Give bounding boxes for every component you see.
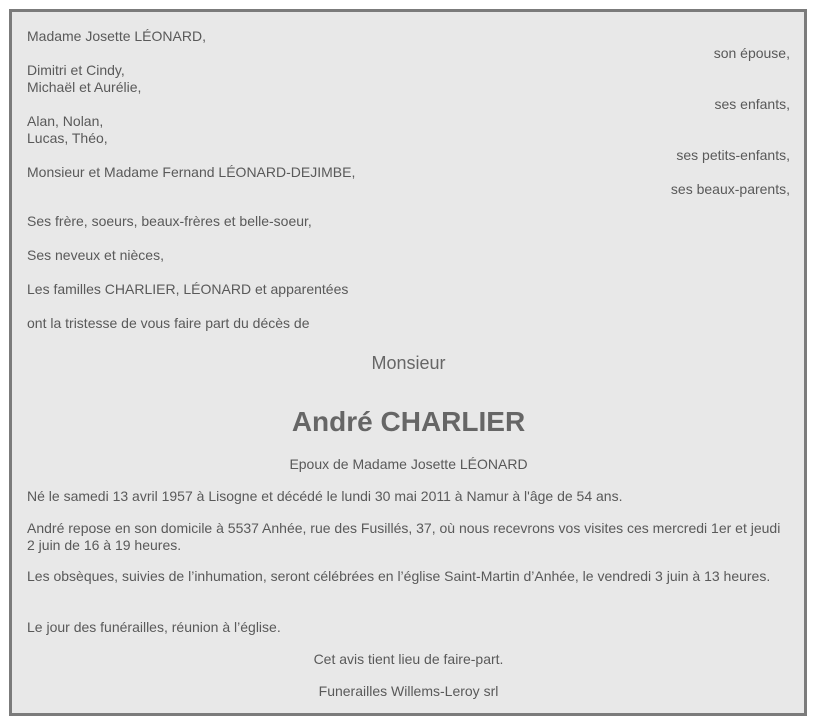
deceased-civility: Monsieur xyxy=(371,353,446,373)
siblings-line: Ses frère, soeurs, beaux-frères et belle-soeur, xyxy=(27,213,312,229)
grandchildren-names-1: Alan, Nolan, xyxy=(27,113,104,129)
deceased-name: André CHARLIER xyxy=(291,406,526,437)
meeting-paragraph: Le jour des funérailles, réunion à l’église. xyxy=(27,619,281,635)
nephews-line: Ses neveux et nièces, xyxy=(27,247,164,263)
children-names-2: Michaël et Aurélie, xyxy=(27,79,142,95)
spouse-of-line: Epoux de Madame Josette LÉONARD xyxy=(289,456,528,472)
children-role: ses enfants, xyxy=(714,96,790,112)
inlaws-role: ses beaux-parents, xyxy=(670,181,790,197)
announcement-frame xyxy=(9,9,807,716)
undertaker-line: Funerailles Willems-Leroy srl xyxy=(318,683,499,699)
funeral-paragraph: Les obsèques, suivies de l’inhumation, seront célébrées en l’église Saint-Martin d’Anhée, le vendredi 3 juin à 13 heures. xyxy=(27,568,771,584)
repose-paragraph: André repose en son domicile à 5537 Anhée, rue des Fusillés, 37, où nous recevrons vos visites ces mercredi 1er et jeudi 2 juin de 16 à 19 heures. xyxy=(27,520,781,553)
inlaws-names: Monsieur et Madame Fernand LÉONARD-DEJIMBE, xyxy=(27,164,356,180)
spouse-name: Madame Josette LÉONARD, xyxy=(27,28,206,44)
spouse-role: son épouse, xyxy=(713,45,790,61)
notice-line: Cet avis tient lieu de faire-part. xyxy=(313,651,504,667)
birth-death-paragraph: Né le samedi 13 avril 1957 à Lisogne et décédé le lundi 30 mai 2011 à Namur à l'âge de 54 ans. xyxy=(27,488,623,504)
children-names-1: Dimitri et Cindy, xyxy=(27,62,125,78)
grandchildren-names-2: Lucas, Théo, xyxy=(27,130,108,146)
grandchildren-role: ses petits-enfants, xyxy=(676,147,790,163)
families-line: Les familles CHARLIER, LÉONARD et apparentées xyxy=(27,281,349,297)
intro-line: ont la tristesse de vous faire part du décès de xyxy=(27,315,310,331)
